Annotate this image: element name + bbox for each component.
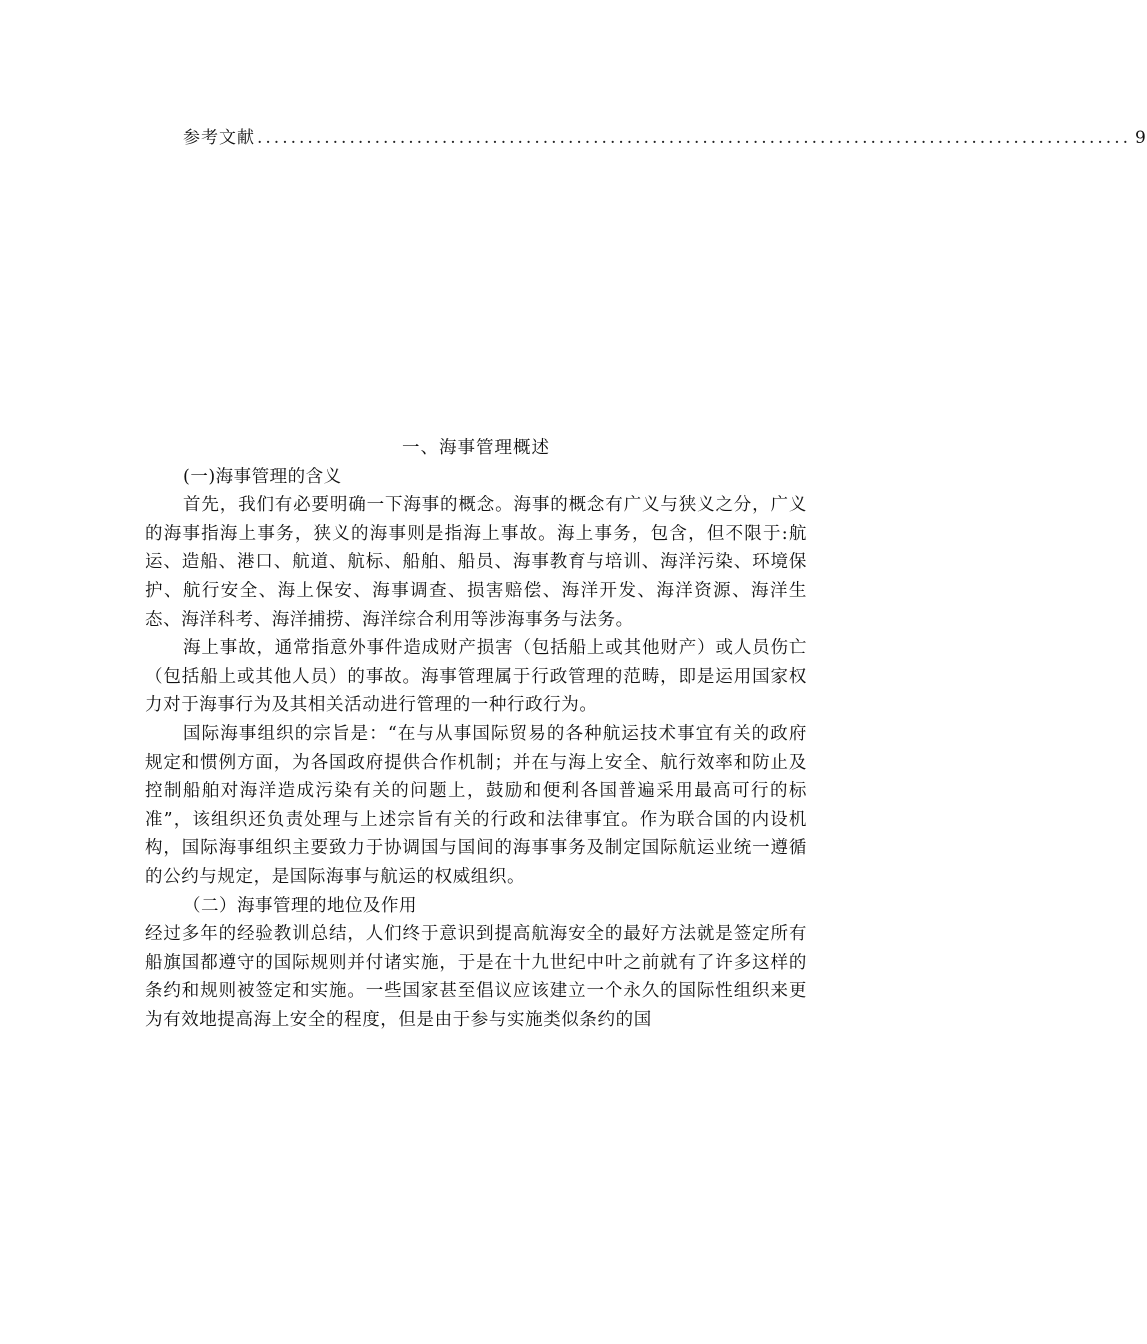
toc-page-number: 9: [1135, 128, 1147, 148]
paragraph: 国际海事组织的宗旨是：“在与从事国际贸易的各种航运技术事宜有关的政府规定和惯例方面，为各国政府提供合作机制；并在与海上安全、航行效率和防止及控制船舶对海洋造成污染有关的问题上，鼓励和便利各国普遍采用最高可行的标准”，该组织还负责处理与上述宗旨有关的行政和法律事宜。作为联合国的内设机构，国际海事组织主要致力于协调国与国间的海事事务及制定国际航运业统一遵循的公约与规定，是国际海事与航运的权威组织。: [145, 723, 807, 887]
subsection-heading-1: (一)海事管理的含义: [183, 466, 342, 487]
document-body: [145, 434, 807, 1034]
paragraph: 海上事故，通常指意外事件造成财产损害（包括船上或其他财产）或人员伤亡（包括船上或其他人员）的事故。海事管理属于行政管理的范畴，即是运用国家权力对于海事行为及其相关活动进行管理的一种行政行为。: [145, 638, 807, 716]
toc-dot-leader: ........................................................................................................: [257, 128, 1131, 148]
paragraph: 经过多年的经验教训总结，人们终于意识到提高航海安全的最好方法就是签定所有船旗国都遵守的国际规则并付诸实施，于是在十九世纪中叶之前就有了许多这样的条约和规则被签定和实施。一些国家甚至倡议应该建立一个永久的国际性组织来更为有效地提高海上安全的程度，但是由于参与实施类似条约的国: [145, 924, 807, 1030]
paragraph: 首先，我们有必要明确一下海事的概念。海事的概念有广义与狭义之分，广义的海事指海上事务，狭义的海事则是指海上事故。海上事务，包含，但不限于:航运、造船、港口、航道、航标、船舶、船员、海事教育与培训、海洋污染、环境保护、航行安全、海上保安、海事调查、损害赔偿、海洋开发、海洋资源、海洋生态、海洋科考、海洋捕捞、海洋综合利用等涉海事务与法务。: [145, 495, 807, 630]
section-heading: 一、海事管理概述: [402, 438, 550, 458]
subsection-heading-2: （二）海事管理的地位及作用: [183, 895, 417, 916]
toc-entry-title: 参考文献: [183, 128, 255, 148]
toc-entry-references[interactable]: [183, 124, 1147, 152]
